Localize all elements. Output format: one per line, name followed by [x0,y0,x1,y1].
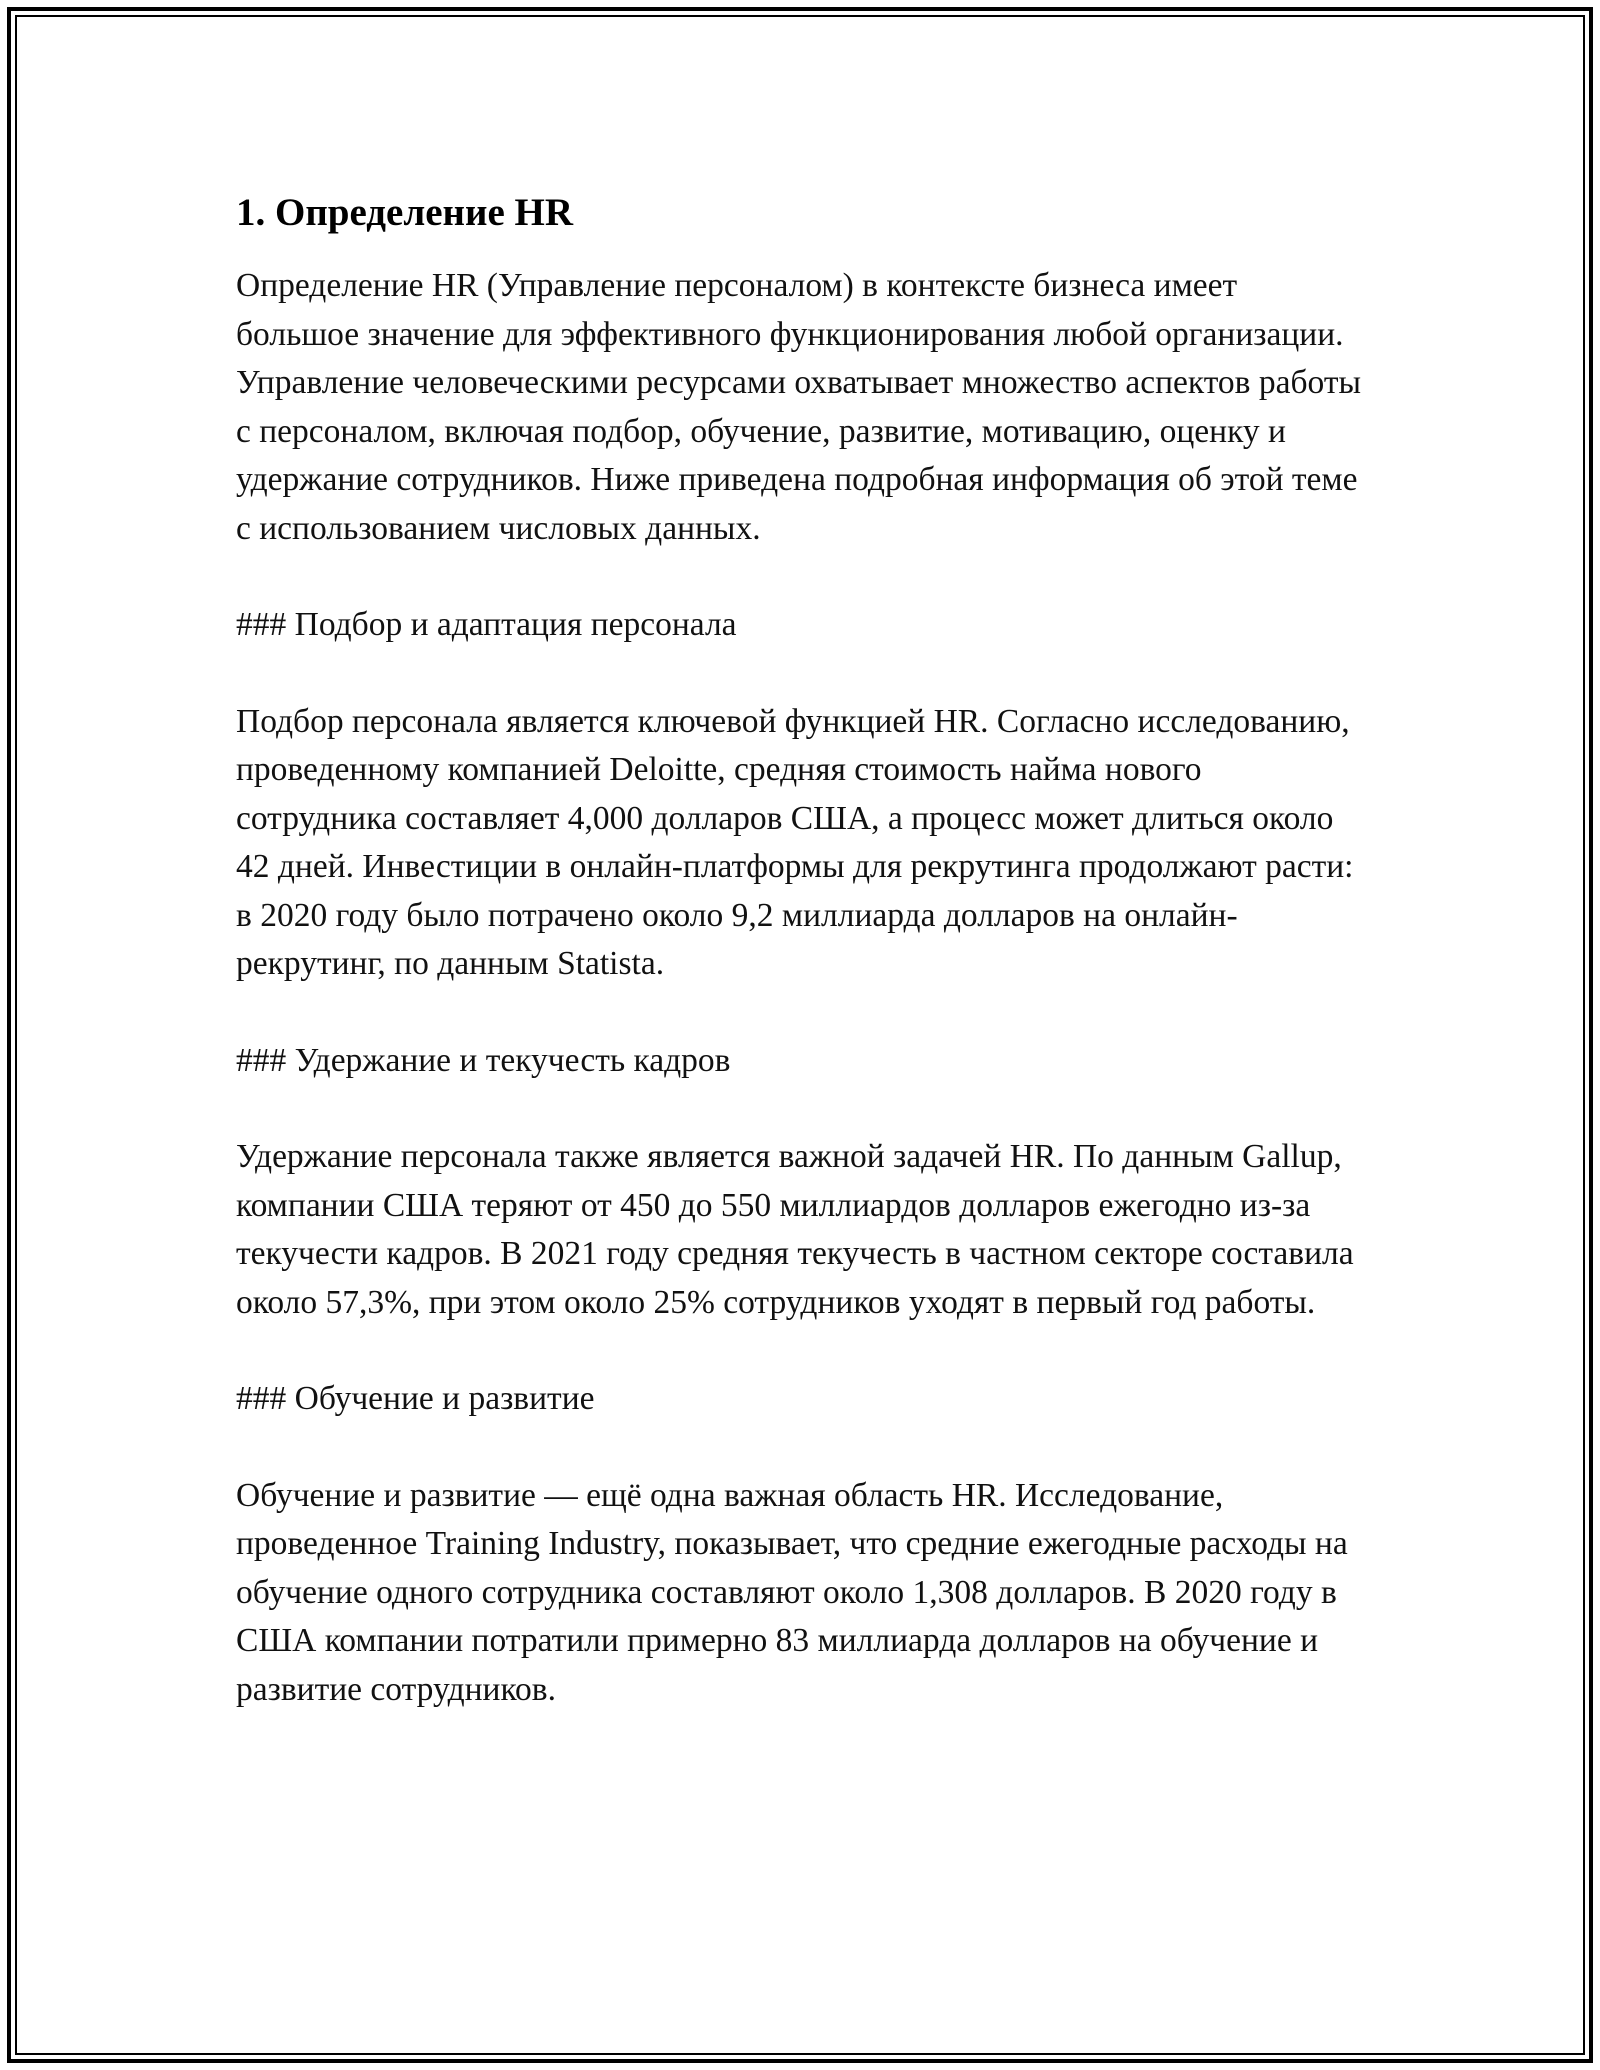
section-heading-recruitment: ### Подбор и адаптация персонала [236,606,737,643]
section-text-training: Обучение и развитие — ещё одна важная область HR. Исследование, проведенное Training Industry, показывает, что средние ежегодные расходы на обучение одного сотрудника составляют около 1,308 долларов. В 2020 году в США компании потратили примерно 83 миллиарда долларов на обучение и развитие сотрудников. [236,1476,1348,1708]
section-heading-training: ### Обучение и развитие [236,1380,595,1417]
section-heading-retention: ### Удержание и текучесть кадров [236,1041,731,1079]
section-text-retention: Удержание персонала также является важной задачей HR. По данным Gallup, компании США теряют от 450 до 550 миллиардов долларов ежегодно из-за текучести кадров. В 2021 году средняя текучесть в частном секторе составила около 57,3%, при этом около 25% сотрудников уходят в первый год работы. [236,1138,1354,1321]
document-body [236,186,1366,1762]
intro-paragraph: Определение HR (Управление персоналом) в контексте бизнеса имеет большое значение для эффективного функционирования любой организации. Управление человеческими ресурсами охватывает множество аспектов работы с персоналом, включая подбор, обучение, развитие, мотивацию, оценку и удержание сотрудников. Ниже приведена подробная информация об этой теме с использованием числовых данных. [236,267,1361,547]
section-text-recruitment: Подбор персонала является ключевой функцией HR. Согласно исследованию, проведенному компанией Deloitte, средняя стоимость найма нового сотрудника составляет 4,000 долларов США, а процесс может длиться около 42 дней. Инвестиции в онлайн-платформы для рекрутинга продолжают расти: в 2020 году было потрачено около 9,2 миллиарда долларов на онлайн-рекрутинг, по данным Statista. [236,702,1354,982]
document-title: 1. Определение HR [236,191,574,234]
